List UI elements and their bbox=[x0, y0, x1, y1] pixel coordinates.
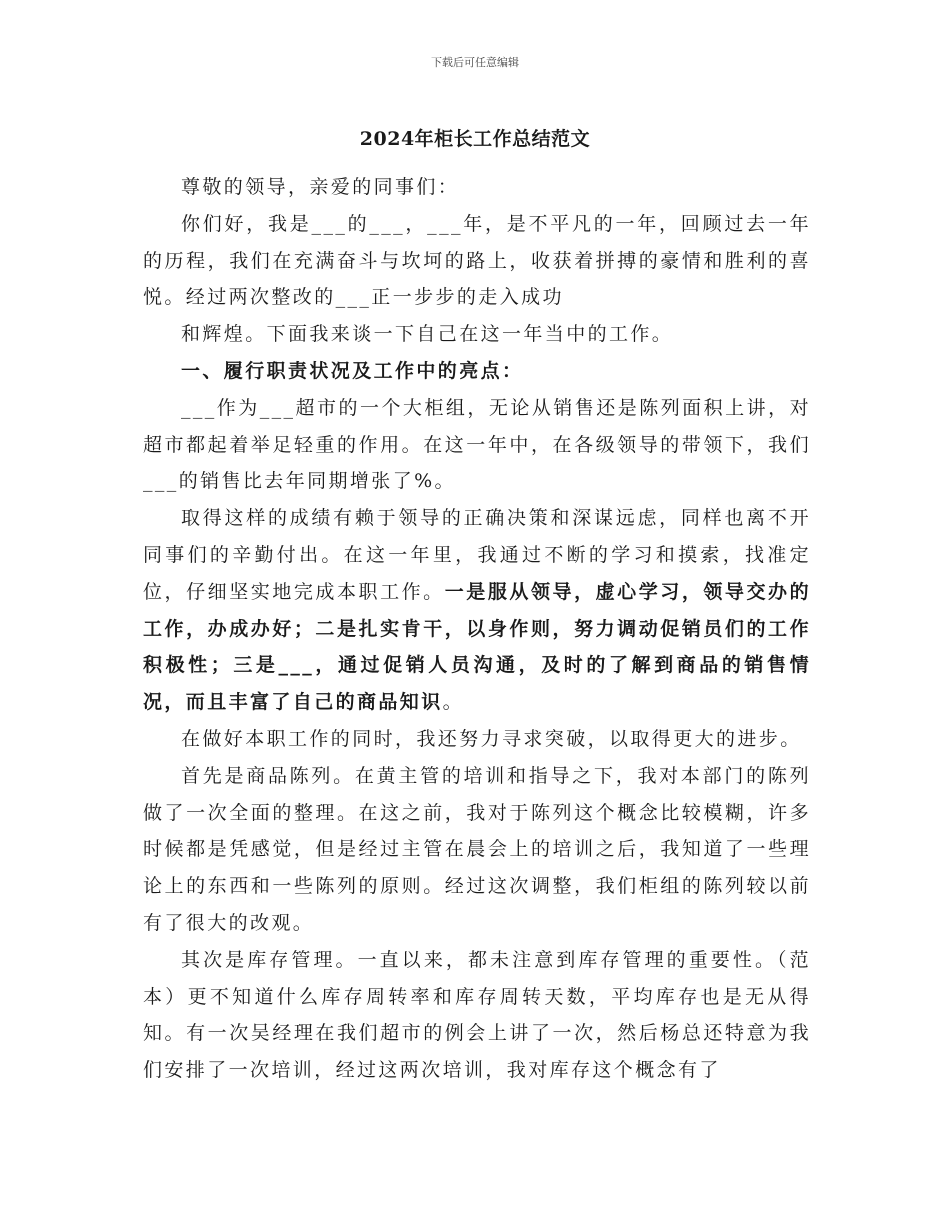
achievements-tail: 。 bbox=[442, 691, 465, 714]
paragraph-greeting: 你们好，我是___的___，___年，是不平凡的一年，回顾过去一年的历程，我们在充满奋斗与坎坷的路上，收获着拼搏的豪情和胜利的喜悦。经过两次整改的___正一步步的走入成功 bbox=[143, 212, 811, 309]
document-title: 2024年柜长工作总结范文 bbox=[359, 128, 591, 150]
achievements-bold-text: 一是服从领导，虚心学习，领导交办的工作，办成办好；二是扎实肯干，以身作则，努力调动促销员们的工作积极性；三是___，通过促销人员沟通，及时的了解到商品的销售情况，而且丰富了自己的商品知识 bbox=[143, 580, 811, 714]
paragraph-inventory: 其次是库存管理。一直以来，都未注意到库存管理的重要性。（范本）更不知道什么库存周转率和库存周转天数，平均库存也是无从得知。有一次吴经理在我们超市的例会上讲了一次，然后杨总还特意为我们安排了一次培训，经过这两次培训，我对库存这个概念有了 bbox=[143, 948, 811, 1082]
paragraph-achievements bbox=[143, 500, 811, 721]
paragraph-breakthrough: 在做好本职工作的同时，我还努力寻求突破，以取得更大的进步。 bbox=[181, 727, 802, 750]
page-header: 下载后可任意编辑 bbox=[431, 56, 519, 69]
achievements-plain-text: 取得这样的成绩有赖于领导的正确决策和深谋远虑，同样也离不开同事们的辛勤付出。在这一年里，我通过不断的学习和摸索，找准定位，仔细坚实地完成本职工作。 bbox=[143, 507, 811, 603]
paragraph-continuation: 和辉煌。下面我来谈一下自己在这一年当中的工作。 bbox=[181, 323, 674, 346]
paragraph-salutation: 尊敬的领导，亲爱的同事们： bbox=[181, 176, 460, 198]
paragraph-sales: ___作为___超市的一个大柜组，无论从销售还是陈列面积上讲，对超市都起着举足轻重的作用。在这一年中，在各级领导的带领下，我们___的销售比去年同期增张了%。 bbox=[143, 396, 811, 493]
paragraph-display: 首先是商品陈列。在黄主管的培训和指导之下，我对本部门的陈列做了一次全面的整理。在这之前，我对于陈列这个概念比较模糊，许多时候都是凭感觉，但是经过主管在晨会上的培训之后，我知道了一些理论上的东西和一些陈列的原则。经过这次调整，我们柜组的陈列较以前有了很大的改观。 bbox=[143, 764, 811, 934]
document-body bbox=[143, 169, 811, 1089]
section-heading-1: 一、履行职责状况及工作中的亮点： bbox=[181, 359, 524, 382]
